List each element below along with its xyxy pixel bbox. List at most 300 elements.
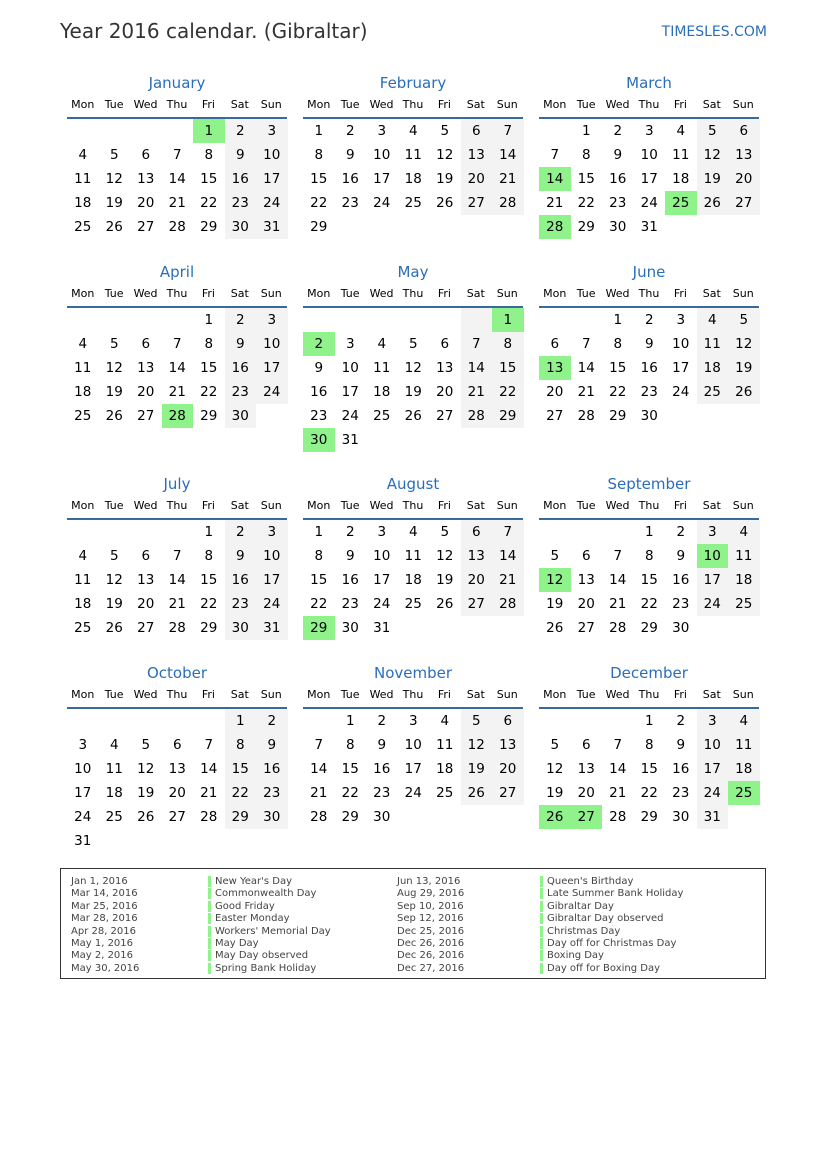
day-cell: 8 <box>204 336 214 352</box>
day-cell: 13 <box>168 761 186 777</box>
day-cell: 23 <box>640 384 658 400</box>
day-cell: 4 <box>728 709 760 733</box>
day-cell: 27 <box>137 620 155 636</box>
empty-cell <box>728 404 760 428</box>
weekday-label: Sat <box>702 499 721 512</box>
weekday-label: Thu <box>638 499 660 512</box>
empty-cell <box>162 308 194 332</box>
weekday-label: Thu <box>638 98 660 111</box>
empty-cell <box>130 308 162 332</box>
day-cell: 29 <box>303 616 335 640</box>
day-cell: 11 <box>74 360 92 376</box>
empty-cell <box>67 709 99 733</box>
day-cell: 3 <box>377 123 387 139</box>
day-cell: 13 <box>577 572 595 588</box>
day-cell: 13 <box>436 360 454 376</box>
day-cell: 22 <box>200 195 218 211</box>
day-cell: 12 <box>436 147 454 163</box>
page-title: Year 2016 calendar. (Gibraltar) <box>60 19 368 43</box>
empty-cell <box>539 308 571 332</box>
day-cell: 5 <box>461 709 493 733</box>
day-cell: 26 <box>436 195 454 211</box>
day-cell: 5 <box>141 737 151 753</box>
day-cell: 17 <box>373 572 391 588</box>
weekday-label: Fri <box>201 499 215 512</box>
day-cell: 25 <box>697 380 729 404</box>
day-cell: 30 <box>341 620 359 636</box>
empty-cell <box>728 616 760 640</box>
empty-cell <box>539 520 571 544</box>
weekday-header <box>539 685 759 709</box>
day-cell: 25 <box>404 195 422 211</box>
day-cell: 3 <box>377 524 387 540</box>
month-name: July <box>163 475 191 493</box>
weekday-label: Sat <box>702 98 721 111</box>
day-cell: 24 <box>640 195 658 211</box>
empty-cell <box>366 428 398 452</box>
weekday-header <box>539 496 759 520</box>
day-cell: 30 <box>256 805 288 829</box>
day-cell: 27 <box>546 408 564 424</box>
weekday-label: Sat <box>702 688 721 701</box>
day-cell: 1 <box>193 119 225 143</box>
day-cell: 26 <box>436 596 454 612</box>
day-cell: 9 <box>225 143 257 167</box>
day-cell: 1 <box>644 524 654 540</box>
day-cell: 23 <box>672 596 690 612</box>
empty-cell <box>697 404 729 428</box>
day-cell: 13 <box>137 171 155 187</box>
empty-cell <box>398 805 430 829</box>
day-cell: 28 <box>200 809 218 825</box>
day-cell: 1 <box>314 524 324 540</box>
empty-cell <box>461 805 493 829</box>
weekday-label: Wed <box>605 98 630 111</box>
month-name: May <box>397 263 429 281</box>
day-cell: 22 <box>200 596 218 612</box>
day-cell: 30 <box>640 408 658 424</box>
day-cell: 16 <box>225 568 257 592</box>
day-cell: 9 <box>345 147 355 163</box>
day-cell: 11 <box>74 171 92 187</box>
empty-cell <box>571 308 603 332</box>
empty-cell <box>130 709 162 733</box>
day-cell: 10 <box>640 147 658 163</box>
weekday-label: Fri <box>201 287 215 300</box>
day-cell: 4 <box>728 520 760 544</box>
weekday-label: Wed <box>369 688 394 701</box>
day-cell: 13 <box>728 143 760 167</box>
empty-cell <box>602 709 634 733</box>
day-cell: 31 <box>341 432 359 448</box>
day-cell: 22 <box>200 384 218 400</box>
holiday-name: Good Friday <box>208 901 331 913</box>
holiday-name: Commonwealth Day <box>208 888 331 900</box>
day-cell: 7 <box>613 737 623 753</box>
day-cell: 15 <box>225 757 257 781</box>
month-august <box>303 472 523 640</box>
day-cell: 5 <box>109 548 119 564</box>
month-name: June <box>632 263 666 281</box>
weekday-label: Fri <box>437 688 451 701</box>
weekday-label: Sun <box>732 688 754 701</box>
weekday-label: Tue <box>576 499 596 512</box>
day-cell: 10 <box>672 336 690 352</box>
empty-cell <box>398 428 430 452</box>
day-cell: 15 <box>200 360 218 376</box>
weekday-header <box>539 95 759 119</box>
day-cell: 22 <box>640 785 658 801</box>
day-cell: 2 <box>225 308 257 332</box>
month-name: December <box>610 664 688 682</box>
day-cell: 28 <box>492 592 524 616</box>
day-cell: 15 <box>640 761 658 777</box>
weekday-label: Wed <box>369 287 394 300</box>
holiday-names-right <box>540 876 683 975</box>
weekday-header <box>539 284 759 308</box>
day-cell: 14 <box>609 761 627 777</box>
weekday-label: Sat <box>466 688 485 701</box>
month-october <box>67 661 287 853</box>
weekday-header <box>67 284 287 308</box>
day-cell: 10 <box>341 360 359 376</box>
day-cell: 23 <box>373 785 391 801</box>
day-cell: 31 <box>697 805 729 829</box>
day-cell: 17 <box>697 568 729 592</box>
day-cell: 19 <box>105 384 123 400</box>
day-cell: 20 <box>137 384 155 400</box>
empty-cell <box>461 616 493 640</box>
day-cell: 15 <box>200 171 218 187</box>
day-cell: 12 <box>404 360 422 376</box>
day-cell: 25 <box>436 785 454 801</box>
month-june <box>539 260 759 428</box>
day-cell: 29 <box>200 620 218 636</box>
weekday-label: Thu <box>166 287 188 300</box>
day-cell: 16 <box>225 167 257 191</box>
day-cell: 26 <box>728 380 760 404</box>
day-cell: 7 <box>550 147 560 163</box>
weekday-label: Wed <box>133 98 158 111</box>
day-cell: 14 <box>168 171 186 187</box>
day-cell: 11 <box>404 548 422 564</box>
day-cell: 29 <box>577 219 595 235</box>
day-grid <box>539 308 759 428</box>
holiday-dates-right <box>397 876 464 975</box>
day-cell: 18 <box>697 356 729 380</box>
empty-cell <box>130 520 162 544</box>
day-cell: 12 <box>137 761 155 777</box>
weekday-label: Mon <box>71 287 95 300</box>
weekday-header <box>303 685 523 709</box>
day-cell: 23 <box>225 191 257 215</box>
day-cell: 8 <box>225 733 257 757</box>
day-cell: 12 <box>105 360 123 376</box>
day-cell: 22 <box>341 785 359 801</box>
weekday-label: Tue <box>340 98 360 111</box>
day-cell: 16 <box>310 384 328 400</box>
weekday-label: Sun <box>496 688 518 701</box>
empty-cell <box>335 215 367 239</box>
empty-cell <box>492 805 524 829</box>
day-cell: 5 <box>440 524 450 540</box>
day-cell: 21 <box>492 167 524 191</box>
weekday-header <box>67 685 287 709</box>
day-cell: 22 <box>492 380 524 404</box>
day-cell: 16 <box>609 171 627 187</box>
weekday-label: Tue <box>104 688 124 701</box>
day-cell: 14 <box>461 356 493 380</box>
day-cell: 11 <box>373 360 391 376</box>
month-february <box>303 71 523 239</box>
day-cell: 28 <box>168 219 186 235</box>
weekday-label: Fri <box>437 499 451 512</box>
day-cell: 27 <box>461 191 493 215</box>
day-cell: 15 <box>341 761 359 777</box>
day-cell: 28 <box>539 215 571 239</box>
day-cell: 15 <box>200 572 218 588</box>
weekday-label: Sat <box>466 287 485 300</box>
weekday-label: Tue <box>340 287 360 300</box>
day-cell: 23 <box>609 195 627 211</box>
day-cell: 6 <box>141 548 151 564</box>
day-cell: 29 <box>200 408 218 424</box>
day-cell: 5 <box>440 123 450 139</box>
day-cell: 13 <box>137 360 155 376</box>
day-cell: 6 <box>461 119 493 143</box>
weekday-label: Thu <box>402 98 424 111</box>
day-cell: 29 <box>640 809 658 825</box>
month-name: February <box>379 74 447 92</box>
day-cell: 2 <box>345 524 355 540</box>
weekday-label: Thu <box>638 688 660 701</box>
weekday-label: Sun <box>496 499 518 512</box>
day-cell: 17 <box>341 384 359 400</box>
day-cell: 30 <box>672 809 690 825</box>
day-cell: 3 <box>256 308 288 332</box>
day-cell: 11 <box>74 572 92 588</box>
day-cell: 7 <box>461 332 493 356</box>
day-cell: 18 <box>404 171 422 187</box>
holiday-date: Mar 14, 2016 <box>71 888 138 900</box>
day-cell: 23 <box>341 596 359 612</box>
holiday-name: Day off for Boxing Day <box>540 963 683 975</box>
empty-cell <box>571 709 603 733</box>
day-cell: 14 <box>168 572 186 588</box>
day-cell: 19 <box>436 572 454 588</box>
weekday-label: Mon <box>543 98 567 111</box>
day-cell: 27 <box>492 781 524 805</box>
day-cell: 4 <box>697 308 729 332</box>
day-cell: 7 <box>492 520 524 544</box>
day-cell: 25 <box>105 809 123 825</box>
day-cell: 2 <box>377 713 387 729</box>
day-cell: 24 <box>697 781 729 805</box>
day-cell: 13 <box>137 572 155 588</box>
day-cell: 2 <box>676 713 686 729</box>
day-cell: 15 <box>492 356 524 380</box>
empty-cell <box>162 119 194 143</box>
day-cell: 3 <box>697 520 729 544</box>
day-cell: 20 <box>168 785 186 801</box>
empty-cell <box>130 119 162 143</box>
day-cell: 21 <box>577 384 595 400</box>
day-cell: 24 <box>697 592 729 616</box>
empty-cell <box>67 308 99 332</box>
day-cell: 23 <box>225 592 257 616</box>
day-cell: 7 <box>314 737 324 753</box>
day-cell: 7 <box>172 336 182 352</box>
day-cell: 14 <box>492 544 524 568</box>
day-cell: 6 <box>581 737 591 753</box>
day-cell: 19 <box>105 195 123 211</box>
empty-cell <box>697 215 729 239</box>
day-grid <box>67 709 287 853</box>
day-cell: 6 <box>550 336 560 352</box>
month-december <box>539 661 759 829</box>
day-cell: 22 <box>640 596 658 612</box>
day-cell: 27 <box>168 809 186 825</box>
empty-cell <box>539 119 571 143</box>
empty-cell <box>130 829 162 853</box>
day-cell: 16 <box>256 757 288 781</box>
weekday-label: Sun <box>496 287 518 300</box>
day-cell: 12 <box>697 143 729 167</box>
day-cell: 26 <box>105 408 123 424</box>
day-cell: 11 <box>697 332 729 356</box>
day-cell: 19 <box>546 596 564 612</box>
day-cell: 14 <box>492 143 524 167</box>
holiday-date: Jan 1, 2016 <box>71 876 128 887</box>
day-cell: 26 <box>546 620 564 636</box>
weekday-label: Mon <box>307 98 331 111</box>
day-cell: 9 <box>256 733 288 757</box>
day-cell: 10 <box>697 544 729 568</box>
day-cell: 2 <box>225 119 257 143</box>
empty-cell <box>429 215 461 239</box>
day-cell: 12 <box>546 761 564 777</box>
empty-cell <box>67 520 99 544</box>
weekday-label: Sat <box>466 499 485 512</box>
day-cell: 8 <box>492 332 524 356</box>
day-cell: 1 <box>225 709 257 733</box>
weekday-label: Fri <box>673 287 687 300</box>
day-cell: 30 <box>225 404 257 428</box>
weekday-header <box>303 496 523 520</box>
day-cell: 1 <box>314 123 324 139</box>
day-cell: 1 <box>581 123 591 139</box>
day-cell: 4 <box>676 123 686 139</box>
day-cell: 15 <box>577 171 595 187</box>
weekday-label: Fri <box>673 688 687 701</box>
weekday-label: Mon <box>307 287 331 300</box>
site-link[interactable]: TIMESLES.COM <box>661 24 767 40</box>
empty-cell <box>461 308 493 332</box>
weekday-label: Wed <box>605 688 630 701</box>
weekday-header <box>67 496 287 520</box>
month-april <box>67 260 287 428</box>
day-cell: 21 <box>546 195 564 211</box>
day-grid <box>303 308 523 452</box>
day-cell: 4 <box>408 524 418 540</box>
day-cell: 29 <box>225 805 257 829</box>
day-cell: 23 <box>256 781 288 805</box>
day-cell: 20 <box>577 596 595 612</box>
day-grid <box>303 520 523 640</box>
day-cell: 14 <box>609 572 627 588</box>
day-cell: 19 <box>728 356 760 380</box>
day-cell: 11 <box>404 147 422 163</box>
day-cell: 13 <box>539 356 571 380</box>
day-cell: 2 <box>644 312 654 328</box>
day-cell: 17 <box>256 568 288 592</box>
empty-cell <box>99 520 131 544</box>
day-cell: 31 <box>256 215 288 239</box>
empty-cell <box>99 308 131 332</box>
weekday-label: Sun <box>496 98 518 111</box>
holiday-names-left <box>208 876 331 975</box>
day-cell: 12 <box>461 733 493 757</box>
day-cell: 30 <box>303 428 335 452</box>
day-cell: 13 <box>461 143 493 167</box>
day-cell: 14 <box>310 761 328 777</box>
day-cell: 20 <box>546 384 564 400</box>
holiday-name: Easter Monday <box>208 913 331 925</box>
day-cell: 1 <box>613 312 623 328</box>
empty-cell <box>602 520 634 544</box>
day-cell: 28 <box>577 408 595 424</box>
day-cell: 5 <box>728 308 760 332</box>
day-grid <box>303 119 523 239</box>
day-cell: 5 <box>109 147 119 163</box>
weekday-label: Sun <box>260 287 282 300</box>
day-cell: 15 <box>609 360 627 376</box>
day-cell: 21 <box>609 785 627 801</box>
day-cell: 1 <box>492 308 524 332</box>
day-cell: 16 <box>225 356 257 380</box>
day-cell: 23 <box>672 785 690 801</box>
day-cell: 29 <box>492 404 524 428</box>
day-cell: 20 <box>577 785 595 801</box>
day-grid <box>67 520 287 640</box>
day-cell: 11 <box>728 733 760 757</box>
empty-cell <box>492 215 524 239</box>
day-cell: 25 <box>74 620 92 636</box>
day-cell: 4 <box>408 123 418 139</box>
day-cell: 9 <box>644 336 654 352</box>
empty-cell <box>665 215 697 239</box>
day-cell: 3 <box>256 119 288 143</box>
day-cell: 29 <box>341 809 359 825</box>
empty-cell <box>303 709 335 733</box>
weekday-label: Mon <box>71 98 95 111</box>
empty-cell <box>162 709 194 733</box>
month-name: January <box>148 74 206 92</box>
day-cell: 25 <box>74 408 92 424</box>
day-cell: 16 <box>640 360 658 376</box>
day-cell: 9 <box>225 332 257 356</box>
day-cell: 22 <box>225 781 257 805</box>
day-cell: 30 <box>225 215 257 239</box>
weekday-label: Wed <box>605 287 630 300</box>
weekday-label: Sun <box>732 499 754 512</box>
holiday-name: Gibraltar Day <box>540 901 683 913</box>
weekday-header <box>303 95 523 119</box>
weekday-label: Wed <box>605 499 630 512</box>
day-cell: 3 <box>408 713 418 729</box>
day-cell: 24 <box>373 195 391 211</box>
month-september <box>539 472 759 640</box>
